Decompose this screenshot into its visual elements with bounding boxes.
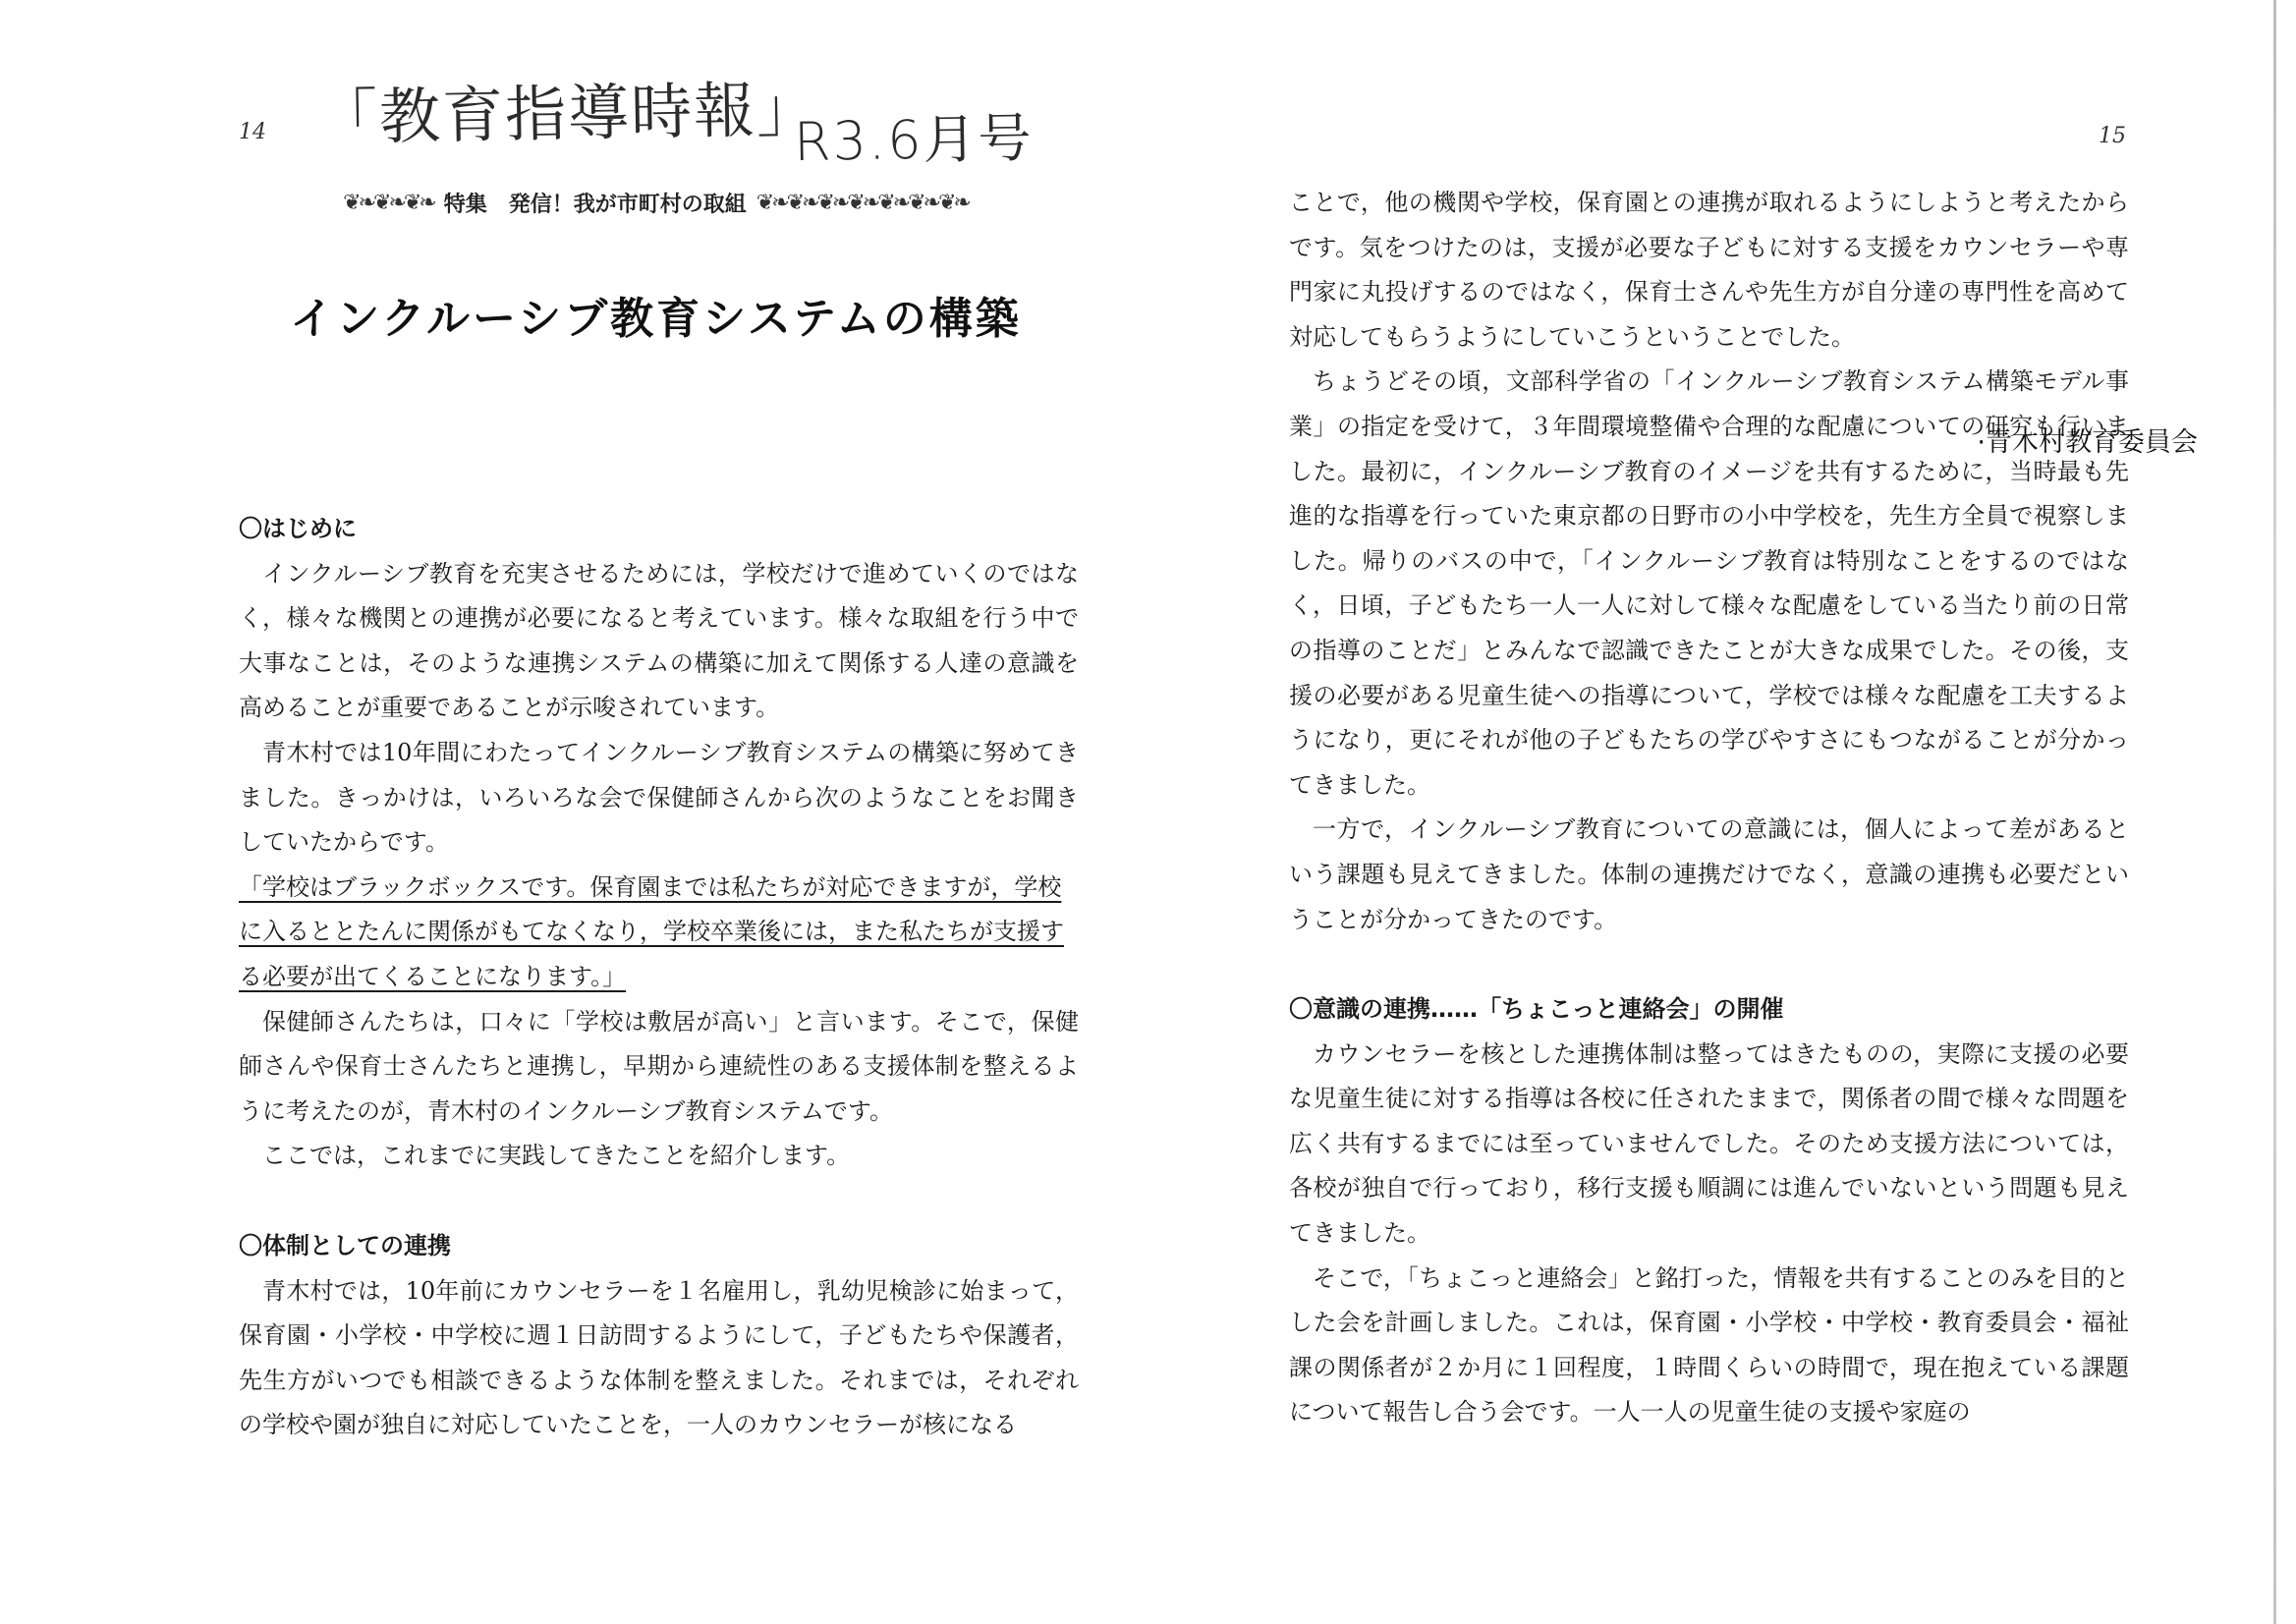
paragraph: ちょうどその頃，文部科学省の「インクルーシブ教育システム構築モデル事業」の指定を受けて，３年間環境整備や合理的な配慮についての研究も行いました。最初に，インクルーシブ教育のイメージを共有するために，当時最も先進的な指導を行っていた東京都の日野市の小中学校を，先生方全員で視察しました。帰りのバスの中で，「インクルーシブ教育は特別なことをするのではなく，日頃，子どもたち一人一人に対して様々な配慮をしている当たり前の日常の指導のことだ」とみんなで認識できたことが大きな成果でした。その後，支援の必要がある児童生徒への指導について，学校では様々な配慮を工夫するようになり，更にそれが他の子どもたちの学びやすさにもつながることが分かってきました。 (1289, 367, 2129, 799)
left-column (239, 507, 1079, 1448)
section-heading-system: 〇体制としての連携 (239, 1231, 451, 1260)
right-column (1289, 181, 2129, 1435)
paragraph: 一方で，インクルーシブ教育についての意識には，個人によって差があるという課題も見えてきました。体制の連携だけでなく，意識の連携も必要だということが分かってきたのです。 (1289, 815, 2129, 933)
handwritten-publication-title: 「教育指導時報」 (315, 73, 820, 154)
paragraph: インクルーシブ教育を充実させるためには，学校だけで進めていくのではなく，様々な機関との連携が必要になると考えています。様々な取組を行う中で大事なことは，そのような連携システムの構築に加えて関係する人達の意識を高めることが重要であることが示唆されています。 (239, 559, 1079, 722)
paragraph-continued: ことで，他の機関や学校，保育園との連携が取れるようにしようと考えたからです。気をつけたのは，支援が必要な子どもに対する支援をカウンセラーや専門家に丸投げするのではなく，保育士さんや先生方が自分達の専門性を高めて対応してもらうようにしていこうということでした。 (1289, 189, 2129, 351)
author: ·青木村教育委員会 (1977, 427, 2198, 458)
page-number-right: 15 (2099, 124, 2126, 148)
paragraph: 青木村では10年間にわたってインクルーシブ教育システムの構築に努めてきました。きっかけは，いろいろな会で保健師さんから次のようなことをお聞きしていたからです。 (239, 738, 1079, 857)
paragraph: そこで，「ちょこっと連絡会」と銘打った，情報を共有することのみを目的とした会を計画しました。これは，保育園・小学校・中学校・教育委員会・福祉課の関係者が２か月に１回程度，１時間くらいの時間で，現在抱えている課題について報告し合う会です。一人一人の児童生徒の支援や家庭の (1289, 1263, 2129, 1427)
paragraph: 青木村では，10年前にカウンセラーを１名雇用し，乳幼児検診に始まって，保育園・小学校・中学校に週１日訪問するようにして，子どもたちや保護者，先生方がいつでも相談できるような体制を整えました。それまでは，それぞれの学校や園が独自に対応していたことを，一人のカウンセラーが核になる (239, 1276, 1079, 1439)
section-heading-intro: 〇はじめに (239, 515, 357, 542)
article-title: インクルーシブ教育システムの構築 (290, 294, 1022, 344)
feature-label: 特集 発信！我が市町村の取組 (443, 192, 747, 217)
feature-banner (241, 187, 1071, 218)
handwritten-issue-date: R3.6月号 (793, 106, 1035, 174)
quoted-statement: 「学校はブラックボックスです。保育園までは私たちが対応できますが，学校に入るととたんに関係がもてなくなり，学校卒業後には，また私たちが支援する必要が出てくることになります。」 (239, 872, 1064, 990)
paragraph: カウンセラーを核とした連携体制は整ってはきたものの，実際に支援の必要な児童生徒に対する指導は各校に任されたままで，関係者の間で様々な問題を広く共有するまでには至っていませんでした。そのため支援方法については，各校が独自で行っており，移行支援も順調には進んでいないという問題も見えてきました。 (1289, 1039, 2129, 1248)
paragraph: ここでは，これまでに実践してきたことを紹介します。 (262, 1142, 851, 1170)
scan-edge-line (2273, 0, 2276, 1624)
section-gap (239, 1179, 1079, 1224)
section-gap (1289, 942, 2129, 987)
leaf-ornament-icon: ❦❧❦❧❦❧ (343, 190, 434, 215)
paragraph: 保健師さんたちは，口々に「学校は敷居が高い」と言います。そこで，保健師さんや保育士さんたちと連携し，早期から連続性のある支援体制を整えるように考えたのが，青木村のインクルーシブ教育システムです。 (239, 1007, 1079, 1125)
section-heading-awareness: 〇意識の連携……「ちょこっと連絡会」の開催 (1289, 995, 1784, 1024)
page-number-left: 14 (239, 120, 266, 144)
leaf-ornament-icon: ❦❧❦❧❦❧❦❧❦❧❦❧❦❧ (756, 190, 969, 215)
